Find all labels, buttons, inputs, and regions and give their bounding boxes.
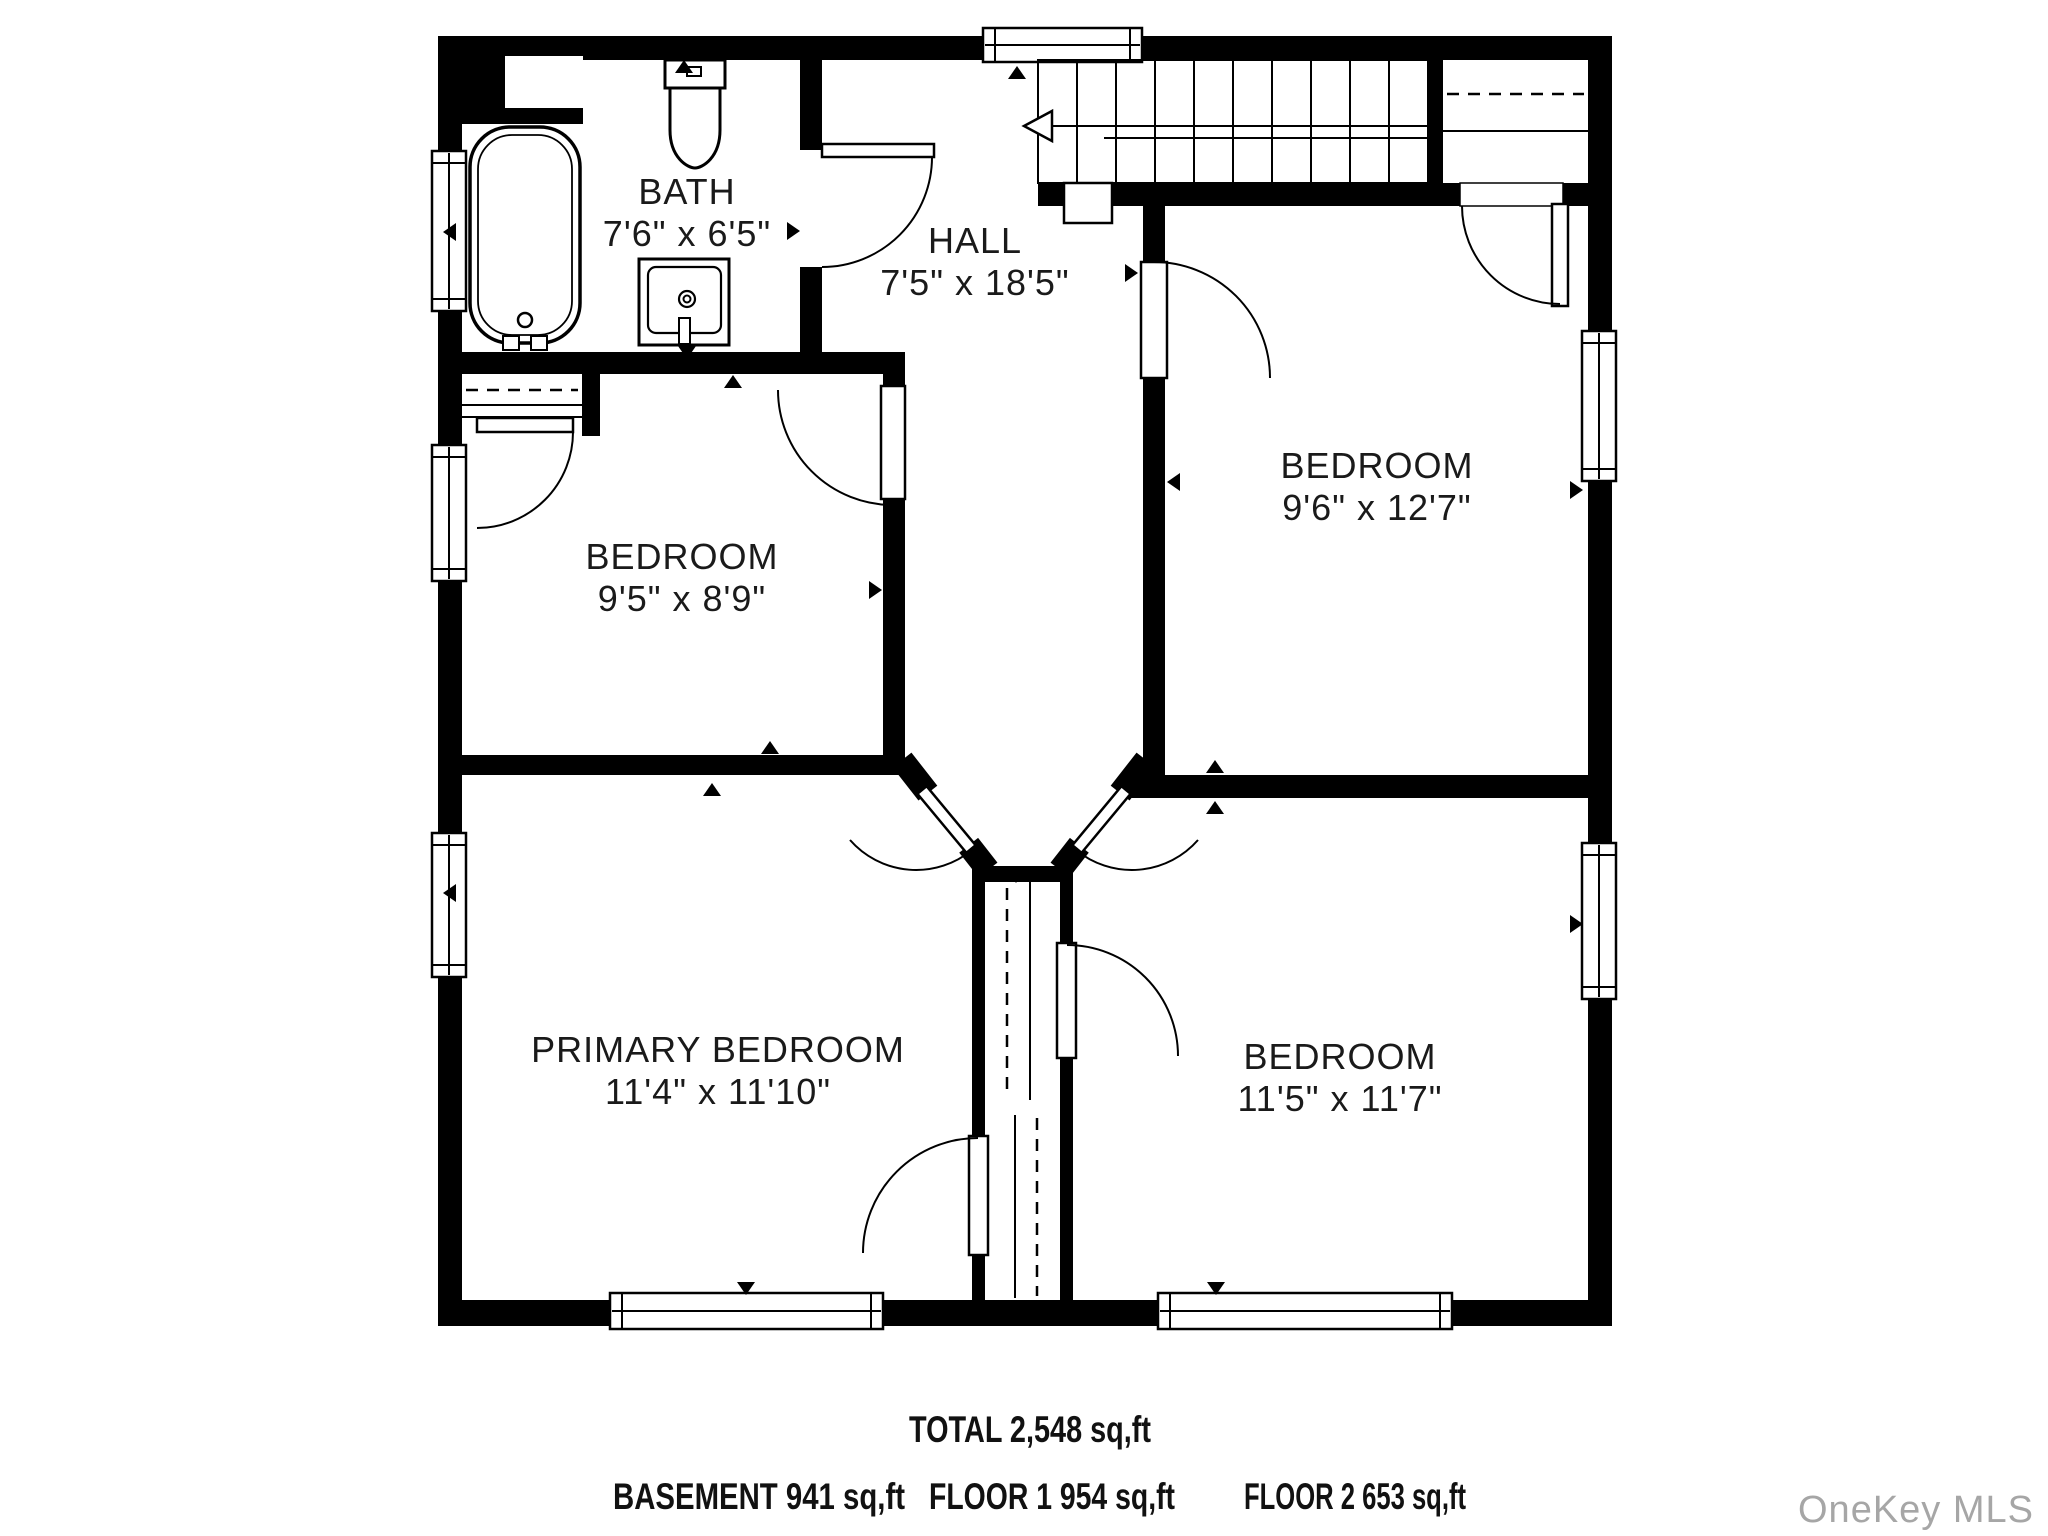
window-bottom-primary: [610, 1293, 883, 1329]
window-left-bedroom: [432, 445, 466, 581]
room-dims-bedroom-bottom: 11'5" x 11'7": [1237, 1078, 1443, 1119]
door-right-bedroom-top: [1462, 204, 1568, 306]
toilet-icon: [665, 60, 725, 168]
door-right-bedroom-side: [1141, 262, 1270, 378]
room-dims-primary-bedroom: 11'4" x 11'10": [604, 1071, 832, 1112]
window-right-bottom-bedroom: [1582, 843, 1616, 999]
room-label-bedroom-left: BEDROOM: [585, 536, 779, 577]
window-top-hall: [983, 28, 1142, 62]
room-label-bedroom-right: BEDROOM: [1280, 445, 1474, 486]
door-funnel-primary: [850, 786, 976, 870]
door-bottom-bedroom-closet: [1057, 943, 1178, 1058]
room-label-bath: BATH: [638, 171, 736, 212]
window-bottom-bedroom: [1158, 1293, 1452, 1329]
room-label-primary-bedroom: PRIMARY BEDROOM: [531, 1029, 905, 1070]
room-dims-bedroom-right: 9'6" x 12'7": [1282, 487, 1472, 528]
basement-area-text: BASEMENT 941 sq,ft: [613, 1476, 905, 1517]
window-left-primary: [432, 833, 466, 977]
room-dims-bath: 7'6" x 6'5": [602, 213, 772, 254]
window-right-bedroom: [1582, 331, 1616, 481]
room-label-bedroom-bottom: BEDROOM: [1243, 1036, 1437, 1077]
room-dims-bedroom-left: 9'5" x 8'9": [597, 578, 767, 619]
watermark-text: OneKey MLS: [1798, 1489, 2034, 1531]
door-primary-closet: [863, 1136, 988, 1255]
total-area-text: TOTAL 2,548 sq,ft: [909, 1409, 1151, 1450]
area-totals: [613, 1409, 1466, 1517]
room-dims-hall: 7'5" x 18'5": [880, 262, 1070, 303]
floor1-area-text: FLOOR 1 954 sq,ft: [929, 1476, 1175, 1517]
door-bath: [822, 144, 934, 267]
sink-icon: [639, 259, 729, 345]
floor2-area-text: FLOOR 2 653 sq,ft: [1244, 1476, 1466, 1517]
stairs-landing-stub: [1064, 183, 1112, 223]
door-funnel-bottom-bedroom: [1072, 786, 1198, 870]
door-left-bedroom-closet: [477, 418, 573, 528]
bathtub-icon: [470, 127, 580, 350]
room-label-hall: HALL: [927, 220, 1023, 261]
door-left-bedroom-entry: [778, 386, 905, 505]
